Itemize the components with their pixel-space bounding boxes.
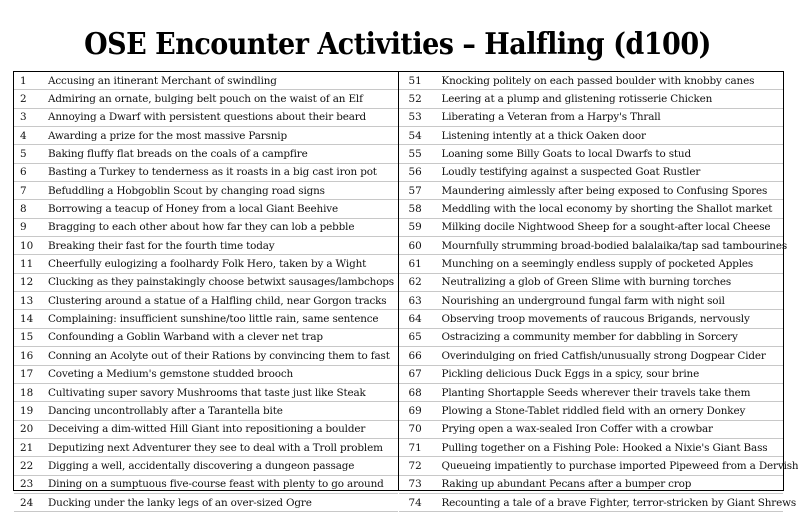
table-row — [14, 384, 398, 402]
right-column — [399, 72, 784, 490]
row-text: Bragging to each other about how far they can lob a pebble — [40, 221, 398, 233]
row-number: 1 — [14, 75, 40, 87]
row-number: 69 — [399, 405, 427, 417]
row-number: 64 — [399, 313, 427, 325]
row-number: 58 — [399, 203, 427, 215]
row-number: 53 — [399, 111, 427, 123]
row-text: Planting Shortapple Seeds wherever their travels take them — [427, 387, 784, 399]
table-row — [399, 439, 784, 457]
table-row — [399, 494, 784, 512]
row-number: 62 — [399, 276, 427, 288]
table-row — [14, 310, 398, 328]
row-text: Loudly testifying against a suspected Goat Rustler — [427, 166, 784, 178]
row-number: 3 — [14, 111, 40, 123]
row-text: Maundering aimlessly after being exposed to Confusing Spores — [427, 185, 784, 197]
row-text: Digging a well, accidentally discovering a dungeon passage — [40, 460, 398, 472]
row-text: Ducking under the lanky legs of an over-sized Ogre — [40, 497, 398, 509]
table-row — [14, 402, 398, 420]
row-number: 17 — [14, 368, 40, 380]
row-number: 63 — [399, 295, 427, 307]
table-row — [14, 237, 398, 255]
row-text: Basting a Turkey to tenderness as it roasts in a big cast iron pot — [40, 166, 398, 178]
encounter-table — [13, 71, 784, 491]
row-number: 7 — [14, 185, 40, 197]
row-text: Ostracizing a community member for dabbling in Sorcery — [427, 331, 784, 343]
table-row — [14, 90, 398, 108]
table-row — [14, 366, 398, 384]
row-number: 20 — [14, 423, 40, 435]
row-text: Pickling delicious Duck Eggs in a spicy, sour brine — [427, 368, 784, 380]
table-row — [399, 366, 784, 384]
table-row — [399, 237, 784, 255]
table-row — [14, 457, 398, 475]
table-row — [399, 421, 784, 439]
table-row — [399, 476, 784, 494]
row-number: 68 — [399, 387, 427, 399]
row-number: 9 — [14, 221, 40, 233]
row-text: Accusing an itinerant Merchant of swindling — [40, 75, 398, 87]
row-number: 12 — [14, 276, 40, 288]
table-row — [399, 329, 784, 347]
row-number: 14 — [14, 313, 40, 325]
row-text: Liberating a Veteran from a Harpy's Thrall — [427, 111, 784, 123]
row-number: 23 — [14, 478, 40, 490]
table-row — [399, 200, 784, 218]
row-text: Leering at a plump and glistening rotisserie Chicken — [427, 93, 784, 105]
table-row — [14, 274, 398, 292]
table-row — [14, 292, 398, 310]
row-text: Knocking politely on each passed boulder with knobby canes — [427, 75, 784, 87]
row-text: Meddling with the local economy by shorting the Shallot market — [427, 203, 784, 215]
row-text: Clustering around a statue of a Halfling child, near Gorgon tracks — [40, 295, 398, 307]
row-number: 16 — [14, 350, 40, 362]
row-text: Recounting a tale of a brave Fighter, terror-stricken by Giant Shrews — [427, 497, 797, 509]
table-row — [399, 457, 784, 475]
row-text: Cultivating super savory Mushrooms that taste just like Steak — [40, 387, 398, 399]
row-text: Loaning some Billy Goats to local Dwarfs to stud — [427, 148, 784, 160]
row-text: Befuddling a Hobgoblin Scout by changing road signs — [40, 185, 398, 197]
row-text: Pulling together on a Fishing Pole: Hooked a Nixie's Giant Bass — [427, 442, 784, 454]
row-text: Admiring an ornate, bulging belt pouch on the waist of an Elf — [40, 93, 398, 105]
row-text: Nourishing an underground fungal farm with night soil — [427, 295, 784, 307]
table-row — [399, 402, 784, 420]
row-number: 70 — [399, 423, 427, 435]
row-number: 2 — [14, 93, 40, 105]
row-number: 73 — [399, 478, 427, 490]
table-row — [399, 164, 784, 182]
row-number: 52 — [399, 93, 427, 105]
row-number: 67 — [399, 368, 427, 380]
row-text: Dancing uncontrollably after a Tarantella bite — [40, 405, 398, 417]
row-text: Annoying a Dwarf with persistent questions about their beard — [40, 111, 398, 123]
row-number: 61 — [399, 258, 427, 270]
row-text: Conning an Acolyte out of their Rations by convincing them to fast — [40, 350, 398, 362]
row-number: 51 — [399, 75, 427, 87]
row-number: 22 — [14, 460, 40, 472]
row-text: Milking docile Nightwood Sheep for a sought-after local Cheese — [427, 221, 784, 233]
row-text: Dining on a sumptuous five-course feast with plenty to go around — [40, 478, 398, 490]
row-text: Awarding a prize for the most massive Parsnip — [40, 130, 398, 142]
row-number: 19 — [14, 405, 40, 417]
table-row — [399, 72, 784, 90]
table-row — [399, 109, 784, 127]
row-text: Munching on a seemingly endless supply of pocketed Apples — [427, 258, 784, 270]
row-text: Queueing impatiently to purchase imported Pipeweed from a Dervish — [427, 460, 798, 472]
row-number: 65 — [399, 331, 427, 343]
row-number: 60 — [399, 240, 427, 252]
row-text: Deceiving a dim-witted Hill Giant into repositioning a boulder — [40, 423, 398, 435]
row-text: Prying open a wax-sealed Iron Coffer with a crowbar — [427, 423, 784, 435]
table-row — [14, 476, 398, 494]
row-text: Confounding a Goblin Warband with a clever net trap — [40, 331, 398, 343]
row-text: Borrowing a teacup of Honey from a local Giant Beehive — [40, 203, 398, 215]
table-row — [14, 164, 398, 182]
table-row — [399, 145, 784, 163]
row-text: Mournfully strumming broad-bodied balalaika/tap sad tambourines — [427, 240, 788, 252]
row-text: Baking fluffy flat breads on the coals of a campfire — [40, 148, 398, 160]
row-number: 15 — [14, 331, 40, 343]
row-text: Complaining: insufficient sunshine/too little rain, same sentence — [40, 313, 398, 325]
table-row — [14, 219, 398, 237]
table-row — [399, 310, 784, 328]
row-number: 71 — [399, 442, 427, 454]
row-number: 74 — [399, 497, 427, 509]
page-title: OSE Encounter Activities – Halfling (d100) — [0, 26, 795, 64]
row-number: 24 — [14, 497, 40, 509]
table-row — [399, 347, 784, 365]
row-text: Observing troop movements of raucous Brigands, nervously — [427, 313, 784, 325]
table-row — [399, 90, 784, 108]
row-number: 72 — [399, 460, 427, 472]
row-number: 6 — [14, 166, 40, 178]
table-row — [399, 182, 784, 200]
row-number: 59 — [399, 221, 427, 233]
row-number: 4 — [14, 130, 40, 142]
table-row — [14, 109, 398, 127]
table-row — [399, 255, 784, 273]
row-number: 5 — [14, 148, 40, 160]
row-text: Listening intently at a thick Oaken door — [427, 130, 784, 142]
row-text: Breaking their fast for the fourth time today — [40, 240, 398, 252]
table-row — [14, 329, 398, 347]
row-number: 66 — [399, 350, 427, 362]
table-row — [14, 439, 398, 457]
row-text: Neutralizing a glob of Green Slime with burning torches — [427, 276, 784, 288]
row-number: 8 — [14, 203, 40, 215]
row-number: 10 — [14, 240, 40, 252]
table-row — [14, 200, 398, 218]
row-number: 11 — [14, 258, 40, 270]
table-row — [399, 127, 784, 145]
table-row — [14, 127, 398, 145]
table-row — [14, 72, 398, 90]
table-row — [14, 145, 398, 163]
row-text: Plowing a Stone-Tablet riddled field with an ornery Donkey — [427, 405, 784, 417]
row-text: Cheerfully eulogizing a foolhardy Folk Hero, taken by a Wight — [40, 258, 398, 270]
row-text: Coveting a Medium's gemstone studded brooch — [40, 368, 398, 380]
row-number: 55 — [399, 148, 427, 160]
table-row — [399, 384, 784, 402]
row-number: 21 — [14, 442, 40, 454]
left-column — [14, 72, 399, 490]
row-text: Deputizing next Adventurer they see to deal with a Troll problem — [40, 442, 398, 454]
table-row — [14, 494, 398, 512]
table-row — [14, 421, 398, 439]
table-row — [14, 347, 398, 365]
row-number: 56 — [399, 166, 427, 178]
row-number: 57 — [399, 185, 427, 197]
row-number: 54 — [399, 130, 427, 142]
table-row — [14, 182, 398, 200]
table-row — [399, 292, 784, 310]
row-text: Clucking as they painstakingly choose betwixt sausages/lambchops — [40, 276, 398, 288]
row-text: Overindulging on fried Catfish/unusually strong Dogpear Cider — [427, 350, 784, 362]
table-row — [399, 219, 784, 237]
table-row — [399, 274, 784, 292]
row-number: 13 — [14, 295, 40, 307]
row-number: 18 — [14, 387, 40, 399]
table-row — [14, 255, 398, 273]
row-text: Raking up abundant Pecans after a bumper crop — [427, 478, 784, 490]
